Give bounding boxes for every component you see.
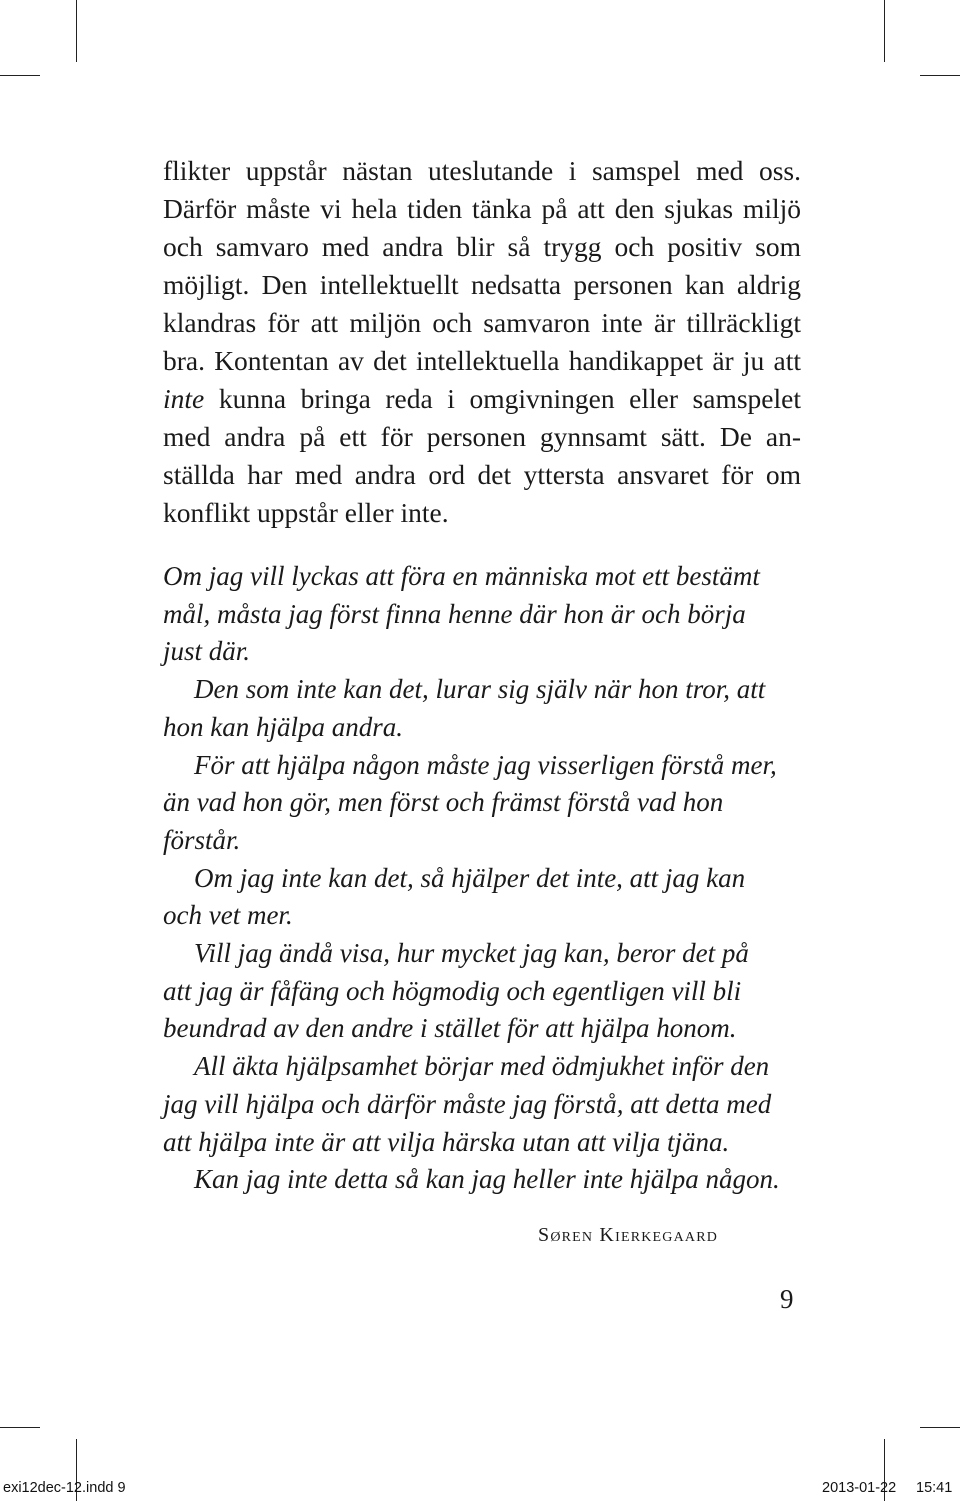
quote-line: Den som inte kan det, lurar sig själv när hon tror, att [194,674,766,705]
quote-line: jag vill hjälpa och därför måste jag förstå, att detta med [163,1088,772,1119]
body-paragraph [163,152,801,532]
slug-filename: exi12dec-12.indd 9 [3,1480,126,1496]
body-line: med andra på ett för personen gynnsamt sätt. De an- [163,421,801,452]
quote-line: Om jag inte kan det, så hjälper det inte, att jag kan [194,862,746,893]
quote-line: Vill jag ändå visa, hur mycket jag kan, beror det på [194,938,749,969]
body-line: klandras för att miljön och samvaron inte är tillräckligt [163,307,801,338]
quote-attribution: Søren Kierkegaard [538,1224,719,1246]
quote-line: att jag är fåfäng och högmodig och egentligen vill bli [163,975,742,1006]
quote-line: All äkta hjälpsamhet börjar med ödmjukhet inför den [194,1051,770,1082]
crop-mark-bottom-left [0,1427,40,1428]
body-line: konflikt uppstår eller inte. [163,497,449,528]
page-number: 9 [780,1284,794,1314]
crop-mark-top-right [884,0,885,62]
quote-line: beundrad av den andre i stället för att hjälpa honom. [163,1013,737,1044]
body-line: bra. Kontentan av det intellektuella handikappet är ju att [163,345,801,376]
quote-line: Kan jag inte detta så kan jag heller inte hjälpa någon. [194,1164,780,1195]
body-line: möjligt. Den intellektuellt nedsatta personen kan aldrig [163,269,801,300]
body-line: och samvaro med andra blir så trygg och positiv som [163,231,801,262]
body-line-rest: kunna bringa reda i omgivningen eller samspelet [218,383,801,414]
body-line [163,380,801,418]
body-line: Därför måste vi hela tiden tänka på att den sjukas miljö [163,193,801,224]
quote-line: hon kan hjälpa andra. [163,711,403,742]
slug-date: 2013-01-22 [822,1480,897,1496]
crop-mark-top-right [920,75,960,76]
quote-line: mål, måsta jag först finna henne där hon är och börja [163,598,746,629]
slug-time: 15:41 [916,1480,953,1496]
quote-line: och vet mer. [163,900,293,931]
quote-line: För att hjälpa någon måste jag visserligen förstå mer, [194,749,777,780]
crop-mark-bottom-right [920,1427,960,1428]
crop-mark-top-left [76,0,77,62]
kierkegaard-quote [163,558,803,1199]
crop-mark-top-left [0,75,40,76]
quote-line: än vad hon gör, men först och främst förstå vad hon [163,787,724,818]
body-line: ställda har med andra ord det yttersta ansvaret för om [163,459,801,490]
quote-line: Om jag vill lyckas att föra en människa mot ett bestämt [163,561,760,591]
quote-line: att hjälpa inte är att vilja härska utan att vilja tjäna. [163,1126,730,1157]
body-line: flikter uppstår nästan uteslutande i samspel med oss. [163,155,801,186]
emphasis-word: inte [163,383,205,414]
quote-line: just där. [163,636,251,667]
quote-line: förstår. [163,824,241,855]
